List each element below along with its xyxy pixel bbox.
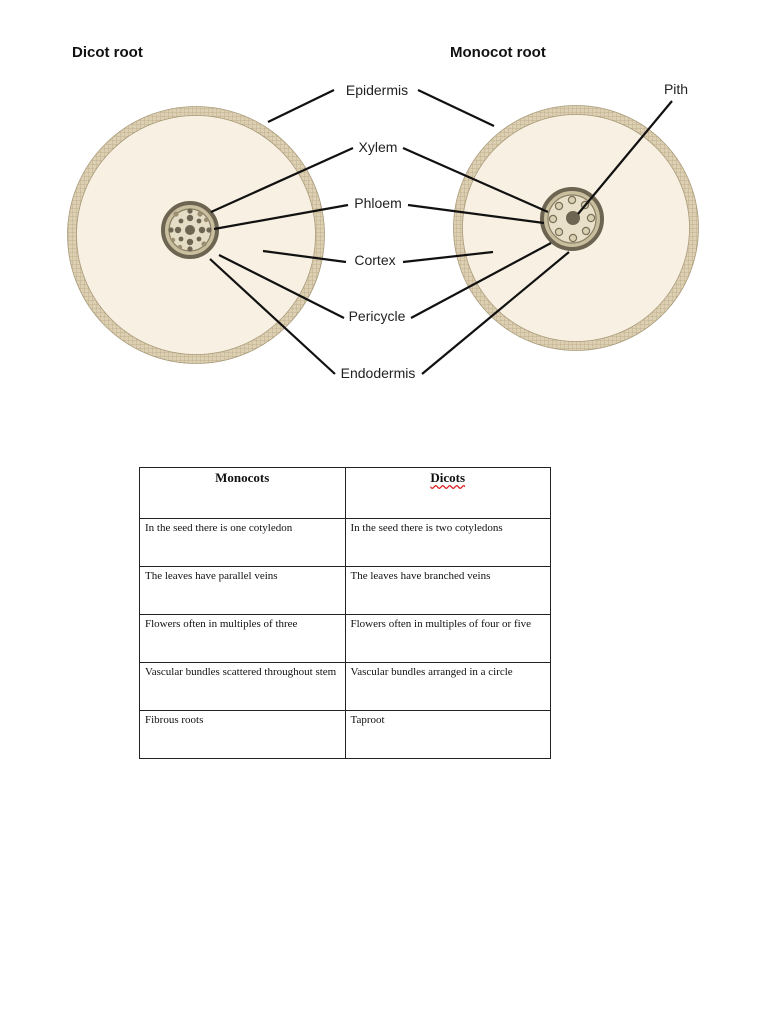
dicot-cell: Taproot <box>345 711 551 759</box>
table-row <box>140 615 551 663</box>
label-cortex: Cortex <box>354 252 396 268</box>
monocot-cell: Fibrous roots <box>140 711 346 759</box>
monocot-dicot-comparison-table <box>139 467 551 759</box>
label-epidermis: Epidermis <box>345 82 409 98</box>
table-row <box>140 711 551 759</box>
header-dicots <box>345 468 551 519</box>
table-header-row <box>140 468 551 519</box>
dicot-cell: Vascular bundles arranged in a circle <box>345 663 551 711</box>
table-row <box>140 519 551 567</box>
monocot-cell: The leaves have parallel veins <box>140 567 346 615</box>
monocot-cell: Vascular bundles scattered throughout stem <box>140 663 346 711</box>
dicot-root-title: Dicot root <box>72 44 143 61</box>
dicot-cell: In the seed there is two cotyledons <box>345 519 551 567</box>
monocot-stele <box>542 189 602 249</box>
dicot-cell: Flowers often in multiples of four or five <box>345 615 551 663</box>
monocot-root-title: Monocot root <box>450 44 546 61</box>
table-row <box>140 567 551 615</box>
monocot-cell: In the seed there is one cotyledon <box>140 519 346 567</box>
dicot-root <box>68 107 325 364</box>
label-pith: Pith <box>663 81 689 97</box>
label-xylem: Xylem <box>358 139 398 155</box>
label-pericycle: Pericycle <box>348 308 406 324</box>
monocot-cell: Flowers often in multiples of three <box>140 615 346 663</box>
label-endodermis: Endodermis <box>340 365 416 381</box>
root-cross-section-diagram <box>0 0 768 400</box>
label-phloem: Phloem <box>354 195 402 211</box>
dicot-stele <box>163 203 217 257</box>
monocot-root <box>454 106 699 351</box>
table-row <box>140 663 551 711</box>
header-monocots: Monocots <box>140 468 346 519</box>
header-dicots-label: Dicots <box>430 470 466 485</box>
dicot-cell: The leaves have branched veins <box>345 567 551 615</box>
